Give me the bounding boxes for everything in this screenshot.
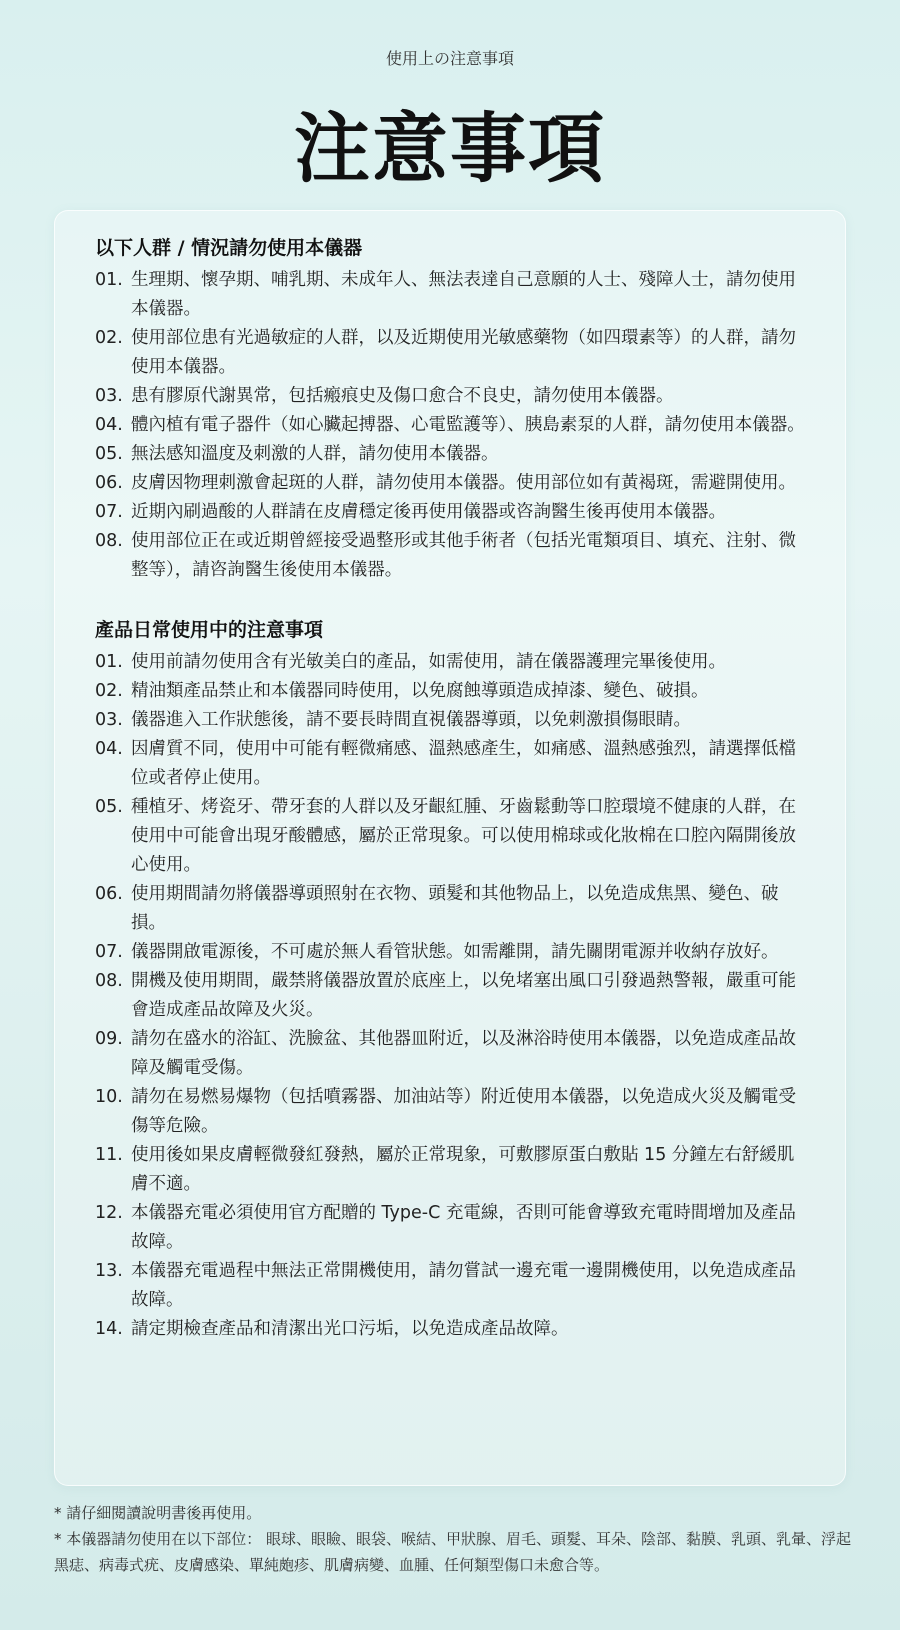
list-item: [95, 967, 805, 1025]
section-heading-daily-use: 產品日常使用中的注意事項: [95, 619, 324, 641]
list-item: [95, 880, 805, 938]
list-item: [95, 1315, 805, 1344]
item-number: 08.: [95, 971, 123, 991]
item-number: 07.: [95, 502, 123, 522]
item-text: 生理期、懷孕期、哺乳期、未成年人、無法表達自己意願的人士、殘障人士，請勿使用本儀器。: [131, 270, 796, 319]
item-number: 14.: [95, 1319, 123, 1339]
list-item: [95, 938, 805, 967]
page-subtitle: 使用上の注意事項: [385, 49, 514, 68]
item-text: 請勿在盛水的浴缸、洗臉盆、其他器皿附近，以及淋浴時使用本儀器，以免造成產品故障及觸電受傷。: [131, 1029, 796, 1078]
item-number: 11.: [95, 1145, 123, 1165]
item-text: 請定期檢查產品和清潔出光口污垢，以免造成產品故障。: [131, 1319, 569, 1339]
list-item: [95, 411, 805, 440]
list-item: [95, 1199, 805, 1257]
item-number: 02.: [95, 328, 123, 348]
list-item: [95, 469, 805, 498]
item-text: 患有膠原代謝異常，包括瘢痕史及傷口愈合不良史，請勿使用本儀器。: [131, 386, 674, 406]
item-text: 使用後如果皮膚輕微發紅發熱，屬於正常現象，可敷膠原蛋白敷貼 15 分鐘左右舒緩肌膚不適。: [131, 1145, 795, 1194]
item-text: 本儀器充電必須使用官方配贈的 Type-C 充電線，否則可能會導致充電時間增加及產品故障。: [131, 1203, 796, 1252]
section-heading-restrictions: 以下人群 / 情況請勿使用本儀器: [95, 237, 363, 259]
list-item: [95, 1025, 805, 1083]
notice-card: [54, 210, 846, 1486]
list-item: [95, 440, 805, 469]
item-number: 13.: [95, 1261, 123, 1281]
list-item: [95, 1257, 805, 1315]
item-number: 01.: [95, 270, 123, 290]
item-number: 05.: [95, 444, 123, 464]
item-text: 儀器進入工作狀態後，請不要長時間直視儀器導頭，以免刺激損傷眼睛。: [131, 710, 691, 730]
list-item: [95, 706, 805, 735]
item-text: 儀器開啟電源後，不可處於無人看管狀態。如需離開，請先關閉電源并收納存放好。: [131, 942, 779, 962]
list-item: [95, 793, 805, 880]
list-item: [95, 266, 805, 324]
restriction-list: [95, 266, 805, 585]
item-number: 05.: [95, 797, 123, 817]
item-number: 08.: [95, 531, 123, 551]
list-item: [95, 527, 805, 585]
item-text: 本儀器充電過程中無法正常開機使用，請勿嘗試一邊充電一邊開機使用，以免造成產品故障。: [131, 1261, 796, 1310]
item-text: 使用部位患有光過敏症的人群，以及近期使用光敏感藥物（如四環素等）的人群，請勿使用本儀器。: [131, 328, 796, 377]
list-item: [95, 324, 805, 382]
item-text: 精油類產品禁止和本儀器同時使用，以免腐蝕導頭造成掉漆、變色、破損。: [131, 681, 709, 701]
item-number: 09.: [95, 1029, 123, 1049]
item-text: 使用部位正在或近期曾經接受過整形或其他手術者（包括光電類項目、填充、注射、微整等），請咨詢醫生後使用本儀器。: [131, 531, 796, 580]
item-number: 12.: [95, 1203, 123, 1223]
item-text: 無法感知溫度及刺激的人群，請勿使用本儀器。: [131, 444, 499, 464]
list-item: [95, 498, 805, 527]
item-number: 06.: [95, 884, 123, 904]
item-number: 07.: [95, 942, 123, 962]
item-number: 03.: [95, 710, 123, 730]
item-number: 06.: [95, 473, 123, 493]
daily-use-list: [95, 648, 805, 1344]
item-text: 開機及使用期間，嚴禁將儀器放置於底座上，以免堵塞出風口引發過熱警報，嚴重可能會造成產品故障及火災。: [131, 971, 796, 1020]
list-item: [95, 1083, 805, 1141]
page-title: 注意事項: [294, 104, 606, 193]
footnote-read-manual: * 請仔細閱讀說明書後再使用。: [54, 1504, 262, 1522]
item-number: 03.: [95, 386, 123, 406]
list-item: [95, 382, 805, 411]
item-number: 10.: [95, 1087, 123, 1107]
item-number: 04.: [95, 415, 123, 435]
item-text: 皮膚因物理刺激會起斑的人群，請勿使用本儀器。使用部位如有黃褐斑，需避開使用。: [131, 473, 796, 493]
item-text: 使用期間請勿將儀器導頭照射在衣物、頭髮和其他物品上，以免造成焦黑、變色、破損。: [131, 884, 779, 933]
item-text: 請勿在易燃易爆物（包括噴霧器、加油站等）附近使用本儀器，以免造成火災及觸電受傷等危險。: [131, 1087, 796, 1136]
list-item: [95, 677, 805, 706]
list-item: [95, 735, 805, 793]
item-number: 02.: [95, 681, 123, 701]
item-text: 種植牙、烤瓷牙、帶牙套的人群以及牙齦紅腫、牙齒鬆動等口腔環境不健康的人群，在使用中可能會出現牙酸體感，屬於正常現象。可以使用棉球或化妝棉在口腔內隔開後放心使用。: [131, 797, 796, 875]
list-item: [95, 1141, 805, 1199]
footnote-restricted-areas: * 本儀器請勿使用在以下部位： 眼球、眼瞼、眼袋、喉結、甲狀腺、眉毛、頭髮、耳朵、陰部、黏膜、乳頭、乳暈、浮起黑痣、病毒式疣、皮膚感染、單純皰疹、肌膚病變、血腫、任何類型傷口未愈合等。: [54, 1530, 852, 1574]
item-text: 因膚質不同，使用中可能有輕微痛感、溫熱感產生，如痛感、溫熱感強烈，請選擇低檔位或者停止使用。: [131, 739, 796, 788]
item-text: 近期內刷過酸的人群請在皮膚穩定後再使用儀器或咨詢醫生後再使用本儀器。: [131, 502, 726, 522]
item-text: 體內植有電子器件（如心臟起搏器、心電監護等）、胰島素泵的人群，請勿使用本儀器。: [131, 415, 805, 435]
footnotes: [54, 1500, 854, 1578]
item-text: 使用前請勿使用含有光敏美白的產品，如需使用，請在儀器護理完畢後使用。: [131, 652, 726, 672]
item-number: 01.: [95, 652, 123, 672]
list-item: [95, 648, 805, 677]
item-number: 04.: [95, 739, 123, 759]
